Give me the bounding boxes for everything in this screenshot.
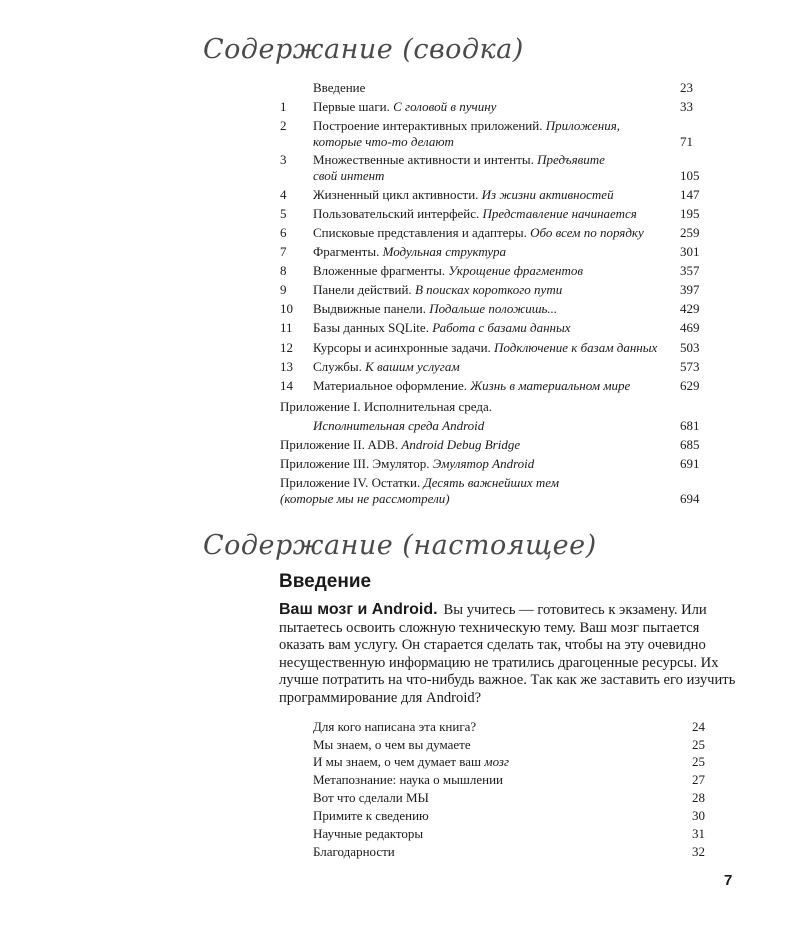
subtopic-page: 31 — [692, 826, 705, 841]
toc-number: 4 — [280, 187, 287, 202]
toc-subtitle: В поисках короткого пути — [414, 282, 563, 297]
toc-page: 503 — [680, 340, 700, 355]
toc-title: Материальное оформление. — [313, 378, 467, 393]
toc-title: Множественные активности и интенты. — [313, 152, 534, 167]
toc-subtitle: Из жизни активностей — [481, 187, 614, 202]
toc-title: Пользовательский интерфейс. — [313, 206, 480, 221]
toc-title: Приложение II. ADB. — [280, 437, 399, 452]
toc-title: Приложение I. Исполнительная среда. — [280, 399, 493, 414]
toc-subtitle: Исполнительная среда Android — [313, 418, 485, 433]
toc-page: 685 — [680, 437, 700, 452]
subtopic-label: Вот что сделали МЫ — [313, 790, 429, 805]
toc-number: 12 — [280, 340, 293, 355]
toc-page: 694 — [680, 491, 700, 506]
toc-number: 1 — [280, 99, 287, 114]
toc-number: 6 — [280, 225, 287, 240]
toc-subtitle: Обо всем по порядку — [530, 225, 644, 240]
toc-subtitle: Работа с базами данных — [432, 320, 571, 335]
toc-subtitle: Подальше положишь... — [429, 301, 558, 316]
toc-subtitle: Предъявите — [537, 152, 605, 167]
toc-subtitle: С головой в пучину — [393, 99, 497, 114]
toc-subtitle: (которые мы не рассмотрели) — [280, 491, 450, 506]
toc-number: 11 — [280, 320, 293, 335]
subtopic-page: 32 — [692, 844, 705, 859]
toc-subtitle: Эмулятор Android — [432, 456, 535, 471]
toc-subtitle: Android Debug Bridge — [401, 437, 521, 452]
intro-text: Вы учитесь — готовитесь к экзамену. Или пытаетесь освоить сложную техническую тему. Ваш мозг пытается оказать вам услугу. Он старается сделать так, чтобы на эту очевидно несущественную информацию не тратились драгоценные ресурсы. Их лучше потратить на что-нибудь важное. Так как же заставить его изучить программирование для Android? — [279, 602, 736, 706]
toc-page: 301 — [680, 244, 700, 259]
subtopic-page: 30 — [692, 808, 705, 823]
toc-title: Фрагменты. — [313, 244, 380, 259]
toc-subtitle: Подключение к базам данных — [494, 340, 658, 355]
toc-page: 71 — [680, 134, 693, 149]
toc-subtitle: Десять важнейших тем — [423, 475, 560, 490]
subtopic-label: И мы знаем, о чем думает ваш — [313, 754, 482, 769]
intro-lead: Ваш мозг и Android. — [279, 601, 438, 618]
toc-page: 259 — [680, 225, 700, 240]
real-contents-heading: Содержание (настоящее) — [203, 530, 597, 561]
toc-title: Вложенные фрагменты. — [313, 263, 446, 278]
toc-subtitle: Представление начинается — [482, 206, 637, 221]
summary-heading: Содержание (сводка) — [203, 34, 524, 65]
toc-title: Базы данных SQLite. — [313, 320, 429, 335]
section-title: Введение — [279, 571, 372, 592]
toc-page: 147 — [680, 187, 700, 202]
toc-subtitle: Модульная структура — [382, 244, 507, 259]
toc-number: 2 — [280, 118, 287, 133]
toc-subtitle: Жизнь в материальном мире — [470, 378, 631, 393]
toc-subtitle: Укрощение фрагментов — [448, 263, 584, 278]
toc-title: Курсоры и асинхронные задачи. — [313, 340, 491, 355]
toc-title: Выдвижные панели. — [313, 301, 426, 316]
toc-title: Построение интерактивных приложений. — [313, 118, 543, 133]
toc-page: 357 — [680, 263, 700, 278]
toc-subtitle: свой интент — [313, 168, 385, 183]
subtopic-page: 25 — [692, 754, 705, 769]
subtopic-page: 25 — [692, 737, 705, 752]
toc-title: Приложение III. Эмулятор. — [280, 456, 430, 471]
toc-number: 9 — [280, 282, 287, 297]
page-number: 7 — [724, 872, 733, 889]
toc-title: Введение — [313, 80, 366, 95]
toc-number: 3 — [280, 152, 287, 167]
toc-title: Панели действий. — [313, 282, 412, 297]
toc-title: Жизненный цикл активности. — [313, 187, 479, 202]
toc-page: 429 — [680, 301, 700, 316]
toc-page: 23 — [680, 80, 693, 95]
toc-page: 691 — [680, 456, 700, 471]
toc-number: 13 — [280, 359, 293, 374]
subtopic-label: Метапознание: наука о мышлении — [313, 772, 504, 787]
subtopic-label-em: мозг — [484, 754, 510, 769]
toc-subtitle: К вашим услугам — [365, 359, 460, 374]
toc-page: 469 — [680, 320, 700, 335]
subtopic-page: 28 — [692, 790, 705, 805]
toc-page: 195 — [680, 206, 700, 221]
toc-page: 629 — [680, 378, 700, 393]
toc-title: Первые шаги. — [313, 99, 390, 114]
toc-page: 397 — [680, 282, 700, 297]
subtopic-label: Для кого написана эта книга? — [313, 719, 477, 734]
toc-number: 14 — [280, 378, 293, 393]
subtopic-label: Примите к сведению — [313, 808, 429, 823]
subtopic-page: 27 — [692, 772, 705, 787]
subtopic-label: Научные редакторы — [313, 826, 424, 841]
toc-page: 33 — [680, 99, 693, 114]
toc-title: Службы. — [313, 359, 362, 374]
toc-title: Приложение IV. Остатки. — [280, 475, 421, 490]
toc-subtitle: Приложения, — [545, 118, 621, 133]
toc-page: 573 — [680, 359, 700, 374]
toc-page: 105 — [680, 168, 700, 183]
toc-title: Списковые представления и адаптеры. — [313, 225, 527, 240]
subtopic-label: Благодарности — [313, 844, 395, 859]
toc-number: 8 — [280, 263, 287, 278]
subtopic-label: Мы знаем, о чем вы думаете — [313, 737, 471, 752]
toc-page: 681 — [680, 418, 700, 433]
toc-number: 10 — [280, 301, 293, 316]
toc-subtitle: которые что-то делают — [313, 134, 454, 149]
intro-paragraph — [279, 601, 739, 707]
toc-number: 5 — [280, 206, 287, 221]
toc-number: 7 — [280, 244, 287, 259]
subtopic-page: 24 — [692, 719, 705, 734]
